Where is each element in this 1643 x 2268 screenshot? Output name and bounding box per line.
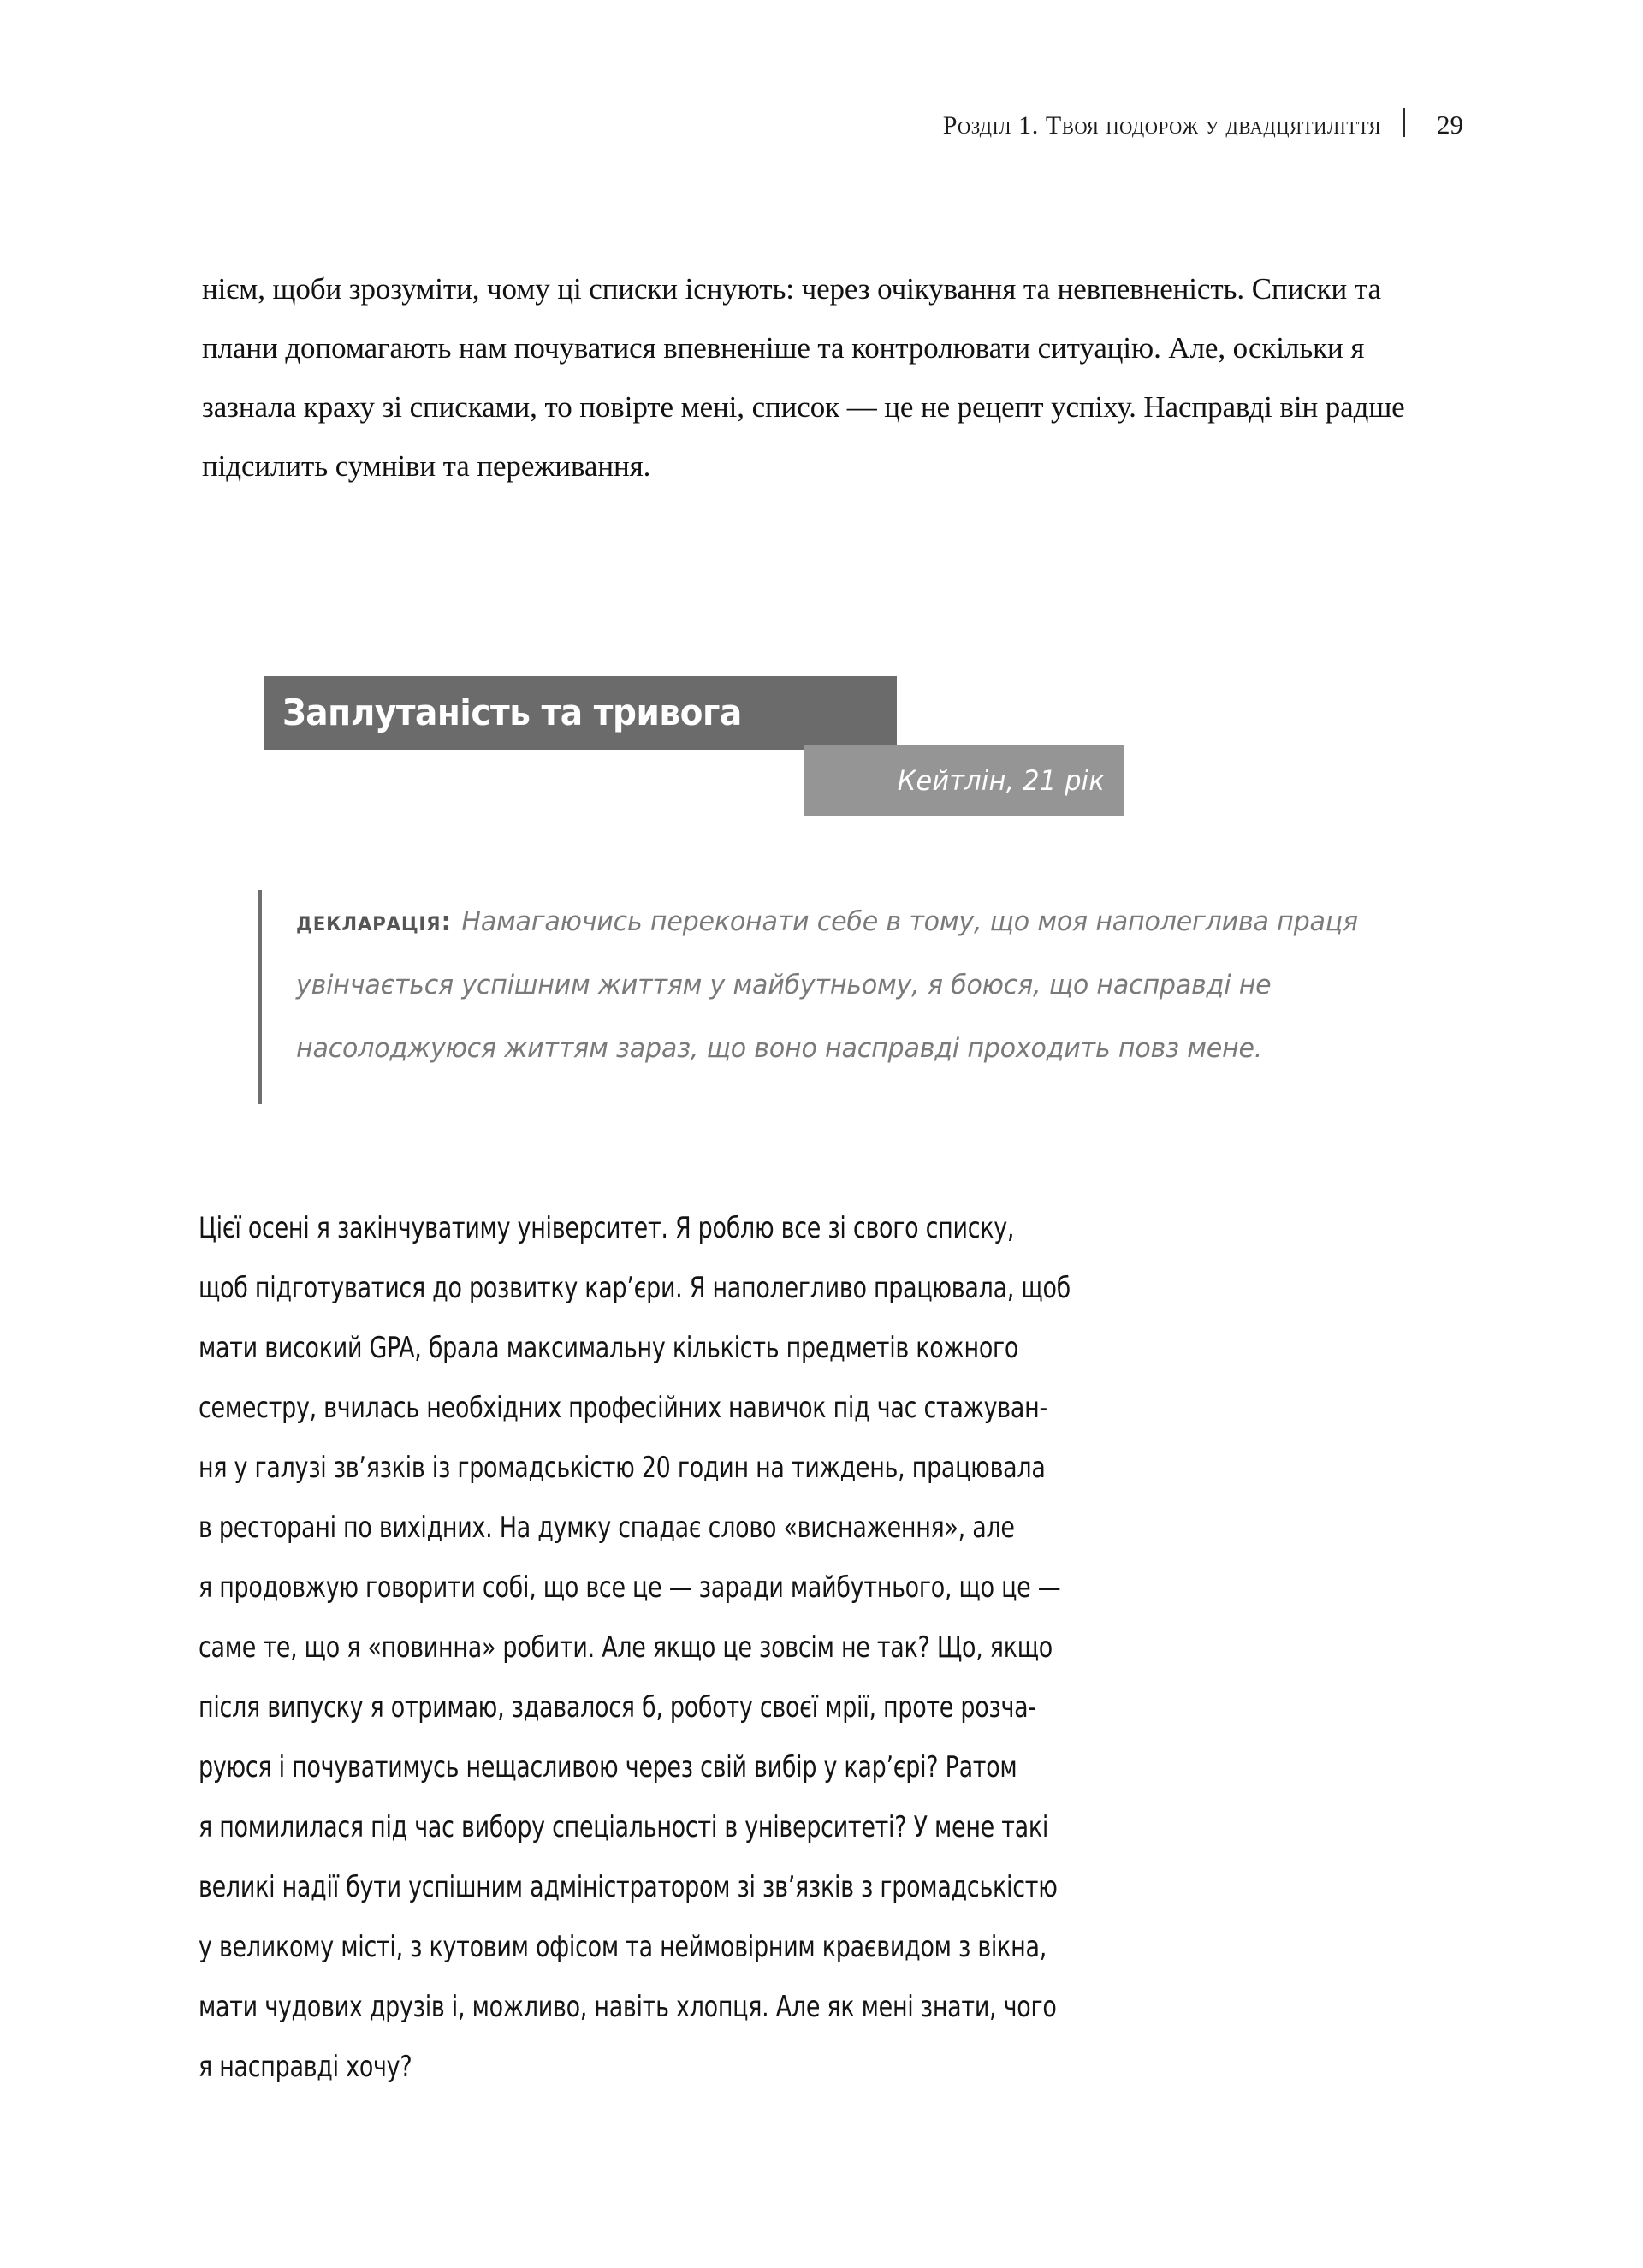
story-title: Заплутаність та тривога (282, 692, 742, 733)
declaration-label: декларація: (296, 906, 462, 937)
body-line: Цієї осені я закінчуватиму університет. Я роблю все зі свого списку, (199, 1211, 1015, 1245)
story-attribution: Кейтлін, 21 рік (897, 764, 1105, 797)
body-line: мати чудових друзів і, можливо, навіть хлопця. Але як мені знати, чого (199, 1990, 1057, 2024)
running-head-chapter-title: Розділ 1. Твоя подорож у двадцятиліття (942, 111, 1381, 140)
body-line: великі надії бути успішним адміністратором зі зв’язків з громадськістю (199, 1870, 1058, 1904)
page-number: 29 (1437, 110, 1463, 140)
body-line: мати високий GPA, брала максимальну кількість предметів кожного (199, 1331, 1019, 1365)
body-line: семестру, вчилась необхідних професійних навичок під час стажуван- (199, 1391, 1047, 1425)
body-line: я продовжую говорити собі, що все це — заради майбутнього, що це — (199, 1570, 1061, 1605)
body-line: в ресторані по вихідних. На думку спадає слово «виснаження», але (199, 1511, 1015, 1545)
declaration-text-wrapper (296, 890, 1360, 1080)
body-paragraph (199, 1198, 1441, 2097)
running-head (0, 104, 1463, 140)
body-line: саме те, що я «повинна» робити. Але якщо це зовсім не так? Що, якщо (199, 1630, 1053, 1665)
body-line: я насправді хочу? (199, 2050, 412, 2084)
declaration-body: Намагаючись переконати себе в тому, що моя наполеглива праця увінчається успішним життям у майбутньому, я боюся, що насправді не насолоджуюся життям зараз, що воно насправді проходить повз мене. (296, 906, 1358, 1064)
declaration-block (258, 890, 1392, 1104)
body-line: руюся і почуватимусь нещасливою через свій вибір у кар’єрі? Ратом (199, 1750, 1017, 1784)
story-attribution-box (804, 745, 1124, 816)
running-head-separator (1403, 108, 1405, 137)
body-line: після випуску я отримаю, здавалося б, роботу своєї мрії, проте розча- (199, 1690, 1036, 1725)
body-line: ня у галузі зв’язків із громадськістю 20 годин на тиждень, працювала (199, 1451, 1046, 1485)
body-line: щоб підготуватися до розвитку кар’єри. Я наполегливо працювала, щоб (199, 1271, 1071, 1305)
story-title-box (264, 676, 897, 750)
story-heading (264, 676, 1124, 817)
body-line: у великому місті, з кутовим офісом та неймовірним краєвидом з вікна, (199, 1930, 1047, 1964)
intro-paragraph: нієм, щоби зрозуміти, чому ці списки існують: через очікування та невпевненість. Списки та плани допомагають нам почуватися впевненіше та контролювати ситуацію. Але, оскільки я зазнала краху зі списками, то повірте мені, список — це не рецепт успіху. Насправді він радше підсилить сумніви та переживання. (202, 272, 1405, 483)
body-line: я помилилася під час вибору спеціальності в університеті? У мене такі (199, 1810, 1049, 1844)
